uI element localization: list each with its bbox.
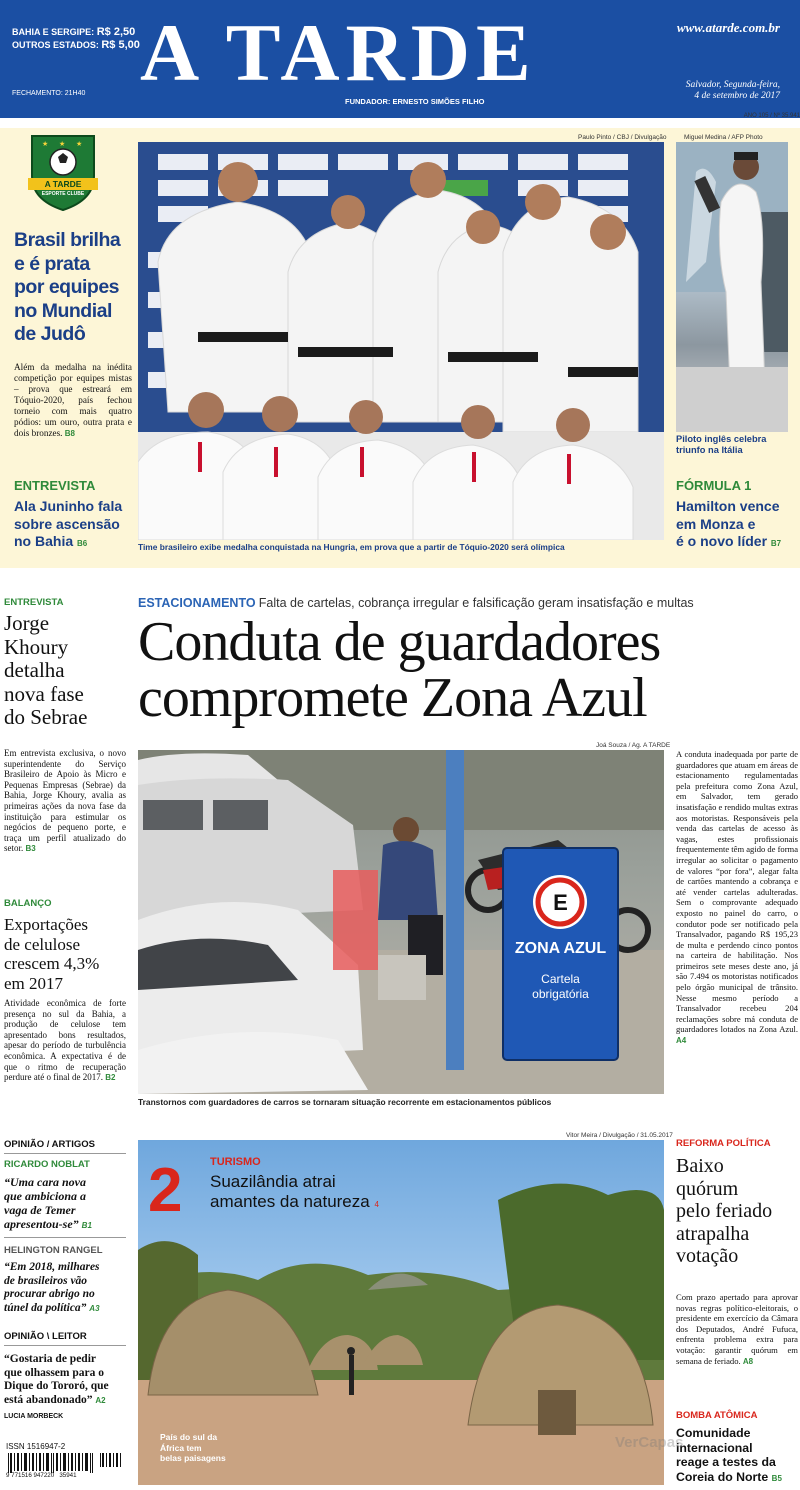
tourism-title[interactable] [210, 1172, 379, 1215]
reader-quote[interactable] [4, 1353, 130, 1407]
headline-line: em 2017 [4, 973, 64, 993]
quote-line: procurar abrigo no [4, 1288, 95, 1300]
page-ref[interactable]: B3 [25, 844, 36, 854]
zona-azul-caption: Transtornos com guardadores de carros se tornaram situação recorrente em estacionamentos públicos [138, 1097, 552, 1107]
teaser-line: Ala Juninho fala [14, 498, 123, 514]
divider [4, 1153, 126, 1154]
watermark: VerCapas [615, 1434, 684, 1451]
main-deck-text: Falta de cartelas, cobrança irregular e falsificação geram insatisfação e multas [258, 596, 694, 610]
headline-line: crescem 4,3% [4, 954, 100, 973]
teaser-line: Hamilton vence [676, 498, 780, 514]
headline-line: detalha [4, 658, 65, 682]
price-line-1 [12, 26, 135, 38]
main-headline[interactable] [138, 611, 798, 729]
main-kicker: ESTACIONAMENTO [138, 596, 256, 610]
section-number: 2 [148, 1156, 183, 1225]
masthead [0, 0, 800, 118]
page-ref[interactable]: 4 [374, 1200, 379, 1209]
quote-line: vaga de Temer [4, 1203, 76, 1217]
sebrae-headline[interactable] [4, 612, 130, 730]
headline-line: por equipes [14, 276, 120, 298]
headline-line: Comunidade [676, 1426, 751, 1440]
reforma-body [676, 1292, 798, 1367]
website-link[interactable]: www.atarde.com.br [676, 20, 780, 35]
dateline-day: Salvador, Segunda-feira, [685, 80, 780, 90]
quote-line: de brasileiros vão [4, 1274, 88, 1287]
parking-sign-letter: E [553, 890, 568, 915]
celulose-body-text: Atividade econômica de forte presença no sul da Bahia, a produção de celulose tem apresentado bons resultados, apesar do período de turbulência econômica. A expectativa é de que o ritmo de recuperação perdure até o final de 2017. [4, 998, 126, 1083]
hamilton-photo [676, 142, 788, 432]
judo-caption: Time brasileiro exibe medalha conquistada na Hungria, em prova que a partir de Tóquio-2020 será olímpica [138, 542, 565, 552]
celulose-body [4, 998, 126, 1084]
headline-line: votação [676, 1245, 739, 1267]
photo-credit: Miguel Medina / AFP Photo [684, 134, 763, 141]
swaziland-photo [138, 1140, 664, 1485]
f1-teaser[interactable] [676, 498, 798, 553]
f1-kicker: FÓRMULA 1 [676, 478, 752, 493]
sign-subtitle [503, 972, 618, 1002]
price-value-1: R$ 2,50 [96, 26, 136, 38]
headline-line: Khoury [4, 634, 69, 659]
page-ref[interactable]: B8 [64, 429, 76, 438]
page-ref[interactable]: B5 [771, 1473, 782, 1483]
price-value-2: R$ 5,00 [101, 39, 140, 51]
reforma-headline[interactable] [676, 1155, 800, 1268]
headline-line: atrapalha [676, 1222, 750, 1245]
reader-name: LUCIA MORBECK [4, 1413, 64, 1420]
teaser-line: sobre ascensão [14, 515, 120, 532]
quote-line: está abandonado” [4, 1393, 93, 1406]
newspaper-logo: A TARDE [140, 7, 537, 98]
headline-line: Brasil brilha [14, 229, 121, 251]
headline-line: e é prata [14, 252, 90, 275]
edition-number: ANO 105 / Nº 35.941 [743, 113, 800, 119]
opinion-quote-2[interactable] [4, 1261, 129, 1315]
right-kicker-2: BOMBA ATÔMICA [676, 1410, 758, 1421]
photo-credit: Vitor Meira / Divulgação / 31.05.2017 [566, 1132, 673, 1139]
tourism-kicker: TURISMO [210, 1156, 261, 1168]
badge-label: A TARDE [28, 178, 98, 190]
page-ref[interactable]: A8 [742, 1356, 754, 1366]
headline-line: nova fase [4, 681, 84, 706]
sebrae-body [4, 748, 126, 855]
headline-line: de Judô [14, 323, 86, 345]
price-line-2 [12, 39, 140, 51]
opinion-quote-1[interactable] [4, 1175, 129, 1233]
columnist-name: RICARDO NOBLAT [4, 1159, 90, 1170]
quote-line: “Uma cara nova [4, 1175, 86, 1189]
judo-team-photo [138, 142, 664, 540]
headline-line: Baixo [676, 1155, 724, 1177]
sign-line: Cartela [541, 972, 580, 986]
teaser-line: em Monza e [676, 515, 756, 532]
sign-title: ZONA AZUL [514, 940, 607, 957]
zona-azul-photo [138, 750, 664, 1094]
issn: ISSN 1516947-2 [6, 1442, 66, 1451]
quote-line: apresentou-se” [4, 1217, 79, 1231]
headline-line: quórum [676, 1177, 739, 1200]
parking-photo-illustration [138, 750, 664, 1094]
judo-headline[interactable] [14, 229, 136, 347]
price-label-2: OUTROS ESTADOS: [12, 40, 99, 50]
barcode-digits: 9 771516 947220 35941 [6, 1472, 77, 1479]
barcode [6, 1453, 124, 1479]
sports-club-badge [28, 134, 98, 212]
dateline-date: 4 de setembro de 2017 [694, 91, 780, 101]
headline-line: Exportações [4, 915, 89, 934]
teaser-line: é o novo líder [676, 533, 768, 549]
sign-line: obrigatória [532, 987, 589, 1001]
headline-line: de celulose [4, 934, 80, 954]
headline-line: Coreia do Norte [676, 1469, 769, 1484]
svg-text:★: ★ [42, 140, 49, 148]
svg-text:★: ★ [59, 140, 66, 148]
caption-line: triunfo na Itália [676, 445, 743, 455]
founder: FUNDADOR: ERNESTO SIMÕES FILHO [345, 97, 485, 106]
judo-body [14, 362, 132, 439]
caption-line: País do sul da [160, 1432, 218, 1442]
quote-line: túnel da política” [4, 1301, 87, 1314]
headline-line: pelo feriado [676, 1200, 773, 1222]
sebrae-body-text: Em entrevista exclusiva, o novo superintendente do Serviço Brasileiro de Apoio às Micro e Pequenas Empresas (Sebrae) da Bahia, Jorge Khoury, avalia as primeiras ações da nova fase da instituição para estimular os negócios de pequeno porte, e traça um perfil atualizado do setor. [4, 748, 126, 854]
judo-body-text: Além da medalha na inédita competição por equipes mistas – prova que estreará em Tóquio-2020, país fechou torneio com mais quatro pódios: um ouro, outra prata e dois bronzes. [14, 362, 132, 438]
headline-line: reage a testes da [676, 1455, 776, 1469]
photo-credit: Joá Souza / Ag. A TARDE [596, 742, 671, 749]
page-ref[interactable]: A2 [95, 1395, 106, 1405]
headline-line: Conduta de guardadores [138, 611, 661, 673]
page-ref[interactable]: B6 [77, 539, 88, 548]
headline-line: do Sebrae [4, 705, 88, 729]
headline-line: internacional [676, 1440, 753, 1455]
quote-line: “Em 2018, milhares [4, 1261, 100, 1273]
opinion-header: OPINIÃO / ARTIGOS [4, 1139, 95, 1150]
zona-azul-body [676, 749, 798, 1047]
shield-icon [28, 134, 98, 212]
celulose-headline[interactable] [4, 915, 130, 993]
interview-kicker: ENTREVISTA [14, 478, 96, 493]
page-ref[interactable]: B7 [770, 539, 782, 548]
page-ref[interactable]: A3 [89, 1303, 100, 1313]
svg-text:★: ★ [76, 140, 83, 148]
photo-credit: Paulo Pinto / CBJ / Divulgação [578, 134, 667, 141]
headline-line: Jorge [4, 611, 50, 635]
page-ref[interactable]: B2 [105, 1073, 116, 1083]
right-kicker-1: REFORMA POLÍTICA [676, 1138, 771, 1149]
reader-header: OPINIÃO \ LEITOR [4, 1331, 87, 1342]
price-label-1: BAHIA E SERGIPE: [12, 27, 95, 37]
reforma-body-text: Com prazo apertado para aprovar novas regras político-eleitorais, o presidente em exercício da Câmara dos Deputados, André Fufuca, enfrenta problema extra para votação: garantir quórum em semana de feriado. [676, 1292, 798, 1366]
main-deck [138, 596, 800, 611]
left-kicker-1: ENTREVISTA [4, 597, 64, 608]
left-kicker-2: BALANÇO [4, 898, 52, 909]
caption-line: Piloto inglês celebra [676, 434, 767, 444]
divider [4, 1345, 126, 1346]
closing-time: FECHAMENTO: 21H40 [12, 90, 86, 97]
columnist-name: HELINGTON RANGEL [4, 1245, 103, 1256]
headline-line: no Mundial [14, 299, 112, 322]
page-ref[interactable]: B1 [81, 1221, 92, 1230]
title-line: amantes da natureza [210, 1192, 370, 1211]
page-ref[interactable]: A4 [676, 1036, 687, 1046]
quote-line: Dique do Tororó, que [4, 1380, 109, 1392]
interview-teaser[interactable] [14, 498, 136, 553]
title-line: Suazilândia atrai [210, 1172, 336, 1191]
headline-line: compromete Zona Azul [138, 667, 647, 729]
caption-line: África tem [160, 1442, 202, 1453]
tourism-caption [160, 1432, 226, 1464]
quote-line: “Gostaria de pedir [4, 1353, 96, 1365]
caption-line: belas paisagens [160, 1453, 226, 1463]
zona-azul-body-text: A conduta inadequada por parte de guardadores que atuam em áreas de estacionamento regulamentadas pela prefeitura como Zona Azul, em Salvador, tem gerado insatisfação e rendido multas extras aos motoristas. Responsáveis pela venda das cartelas de acesso às vagas, estes profissionais frequentemente têm agido de forma irregular ao solicitar o pagamento de valores “por fora”, alegar falta de cartões mantendo a cobrança e até vender cartelas adulteradas. Sem o comprovante adequado exposto no painel do carro, o condutor pode ser notificado pela Transalvador, pagando R$ 195,23 de multa e perdendo cinco pontos na carteira de habilitação. Nos primeiros sete meses deste ano, já são 7.494 os motoristas notificados pelo órgão municipal de trânsito. Nesse mesmo período a Transalvador recebeu 204 reclamações sobre má conduta de guardadores lotados na Zona Azul. [676, 749, 798, 1035]
quote-line: que olhassem para o [4, 1366, 104, 1379]
f1-photo-illustration [676, 142, 788, 432]
quote-line: que ambiciona a [4, 1189, 87, 1203]
badge-sublabel: ESPORTE CLUBE [41, 191, 85, 197]
teaser-line: no Bahia [14, 533, 74, 549]
f1-caption [676, 434, 766, 456]
judo-photo-illustration [138, 142, 664, 540]
divider [4, 1237, 126, 1238]
dateline [686, 80, 780, 102]
coreia-headline[interactable] [676, 1426, 800, 1486]
